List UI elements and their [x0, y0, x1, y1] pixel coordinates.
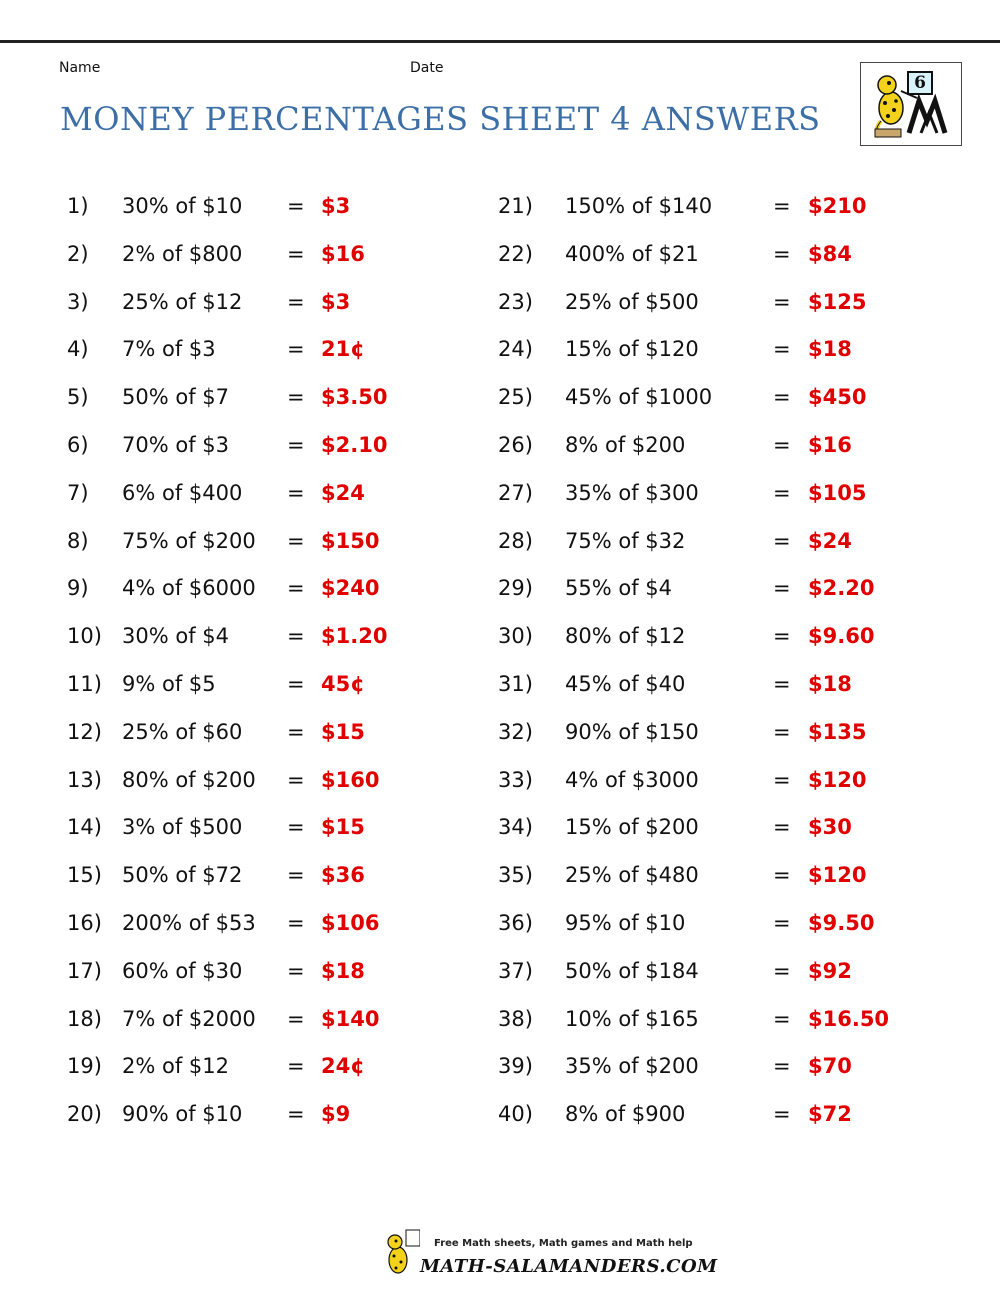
question-text: 25% of $500 — [565, 289, 699, 314]
answer-value: $18 — [808, 337, 852, 362]
question-number: 34) — [498, 815, 533, 840]
answer-value: $3 — [321, 289, 351, 314]
answer-value: $9.50 — [808, 910, 875, 935]
page-title: MONEY PERCENTAGES SHEET 4 ANSWERS — [60, 100, 821, 138]
answer-value: $2.10 — [321, 432, 388, 457]
question-number: 12) — [67, 719, 102, 744]
footer-logo — [380, 1226, 718, 1284]
answer-value: $140 — [321, 1006, 380, 1031]
question-text: 25% of $60 — [122, 719, 243, 744]
question-number: 35) — [498, 863, 533, 888]
equals-sign: = — [287, 910, 305, 935]
question-number: 13) — [67, 767, 102, 792]
question-number: 26) — [498, 432, 533, 457]
question-number: 25) — [498, 385, 533, 410]
question-text: 15% of $120 — [565, 337, 699, 362]
answer-value: $24 — [321, 480, 365, 505]
question-number: 39) — [498, 1054, 533, 1079]
equals-sign: = — [287, 719, 305, 744]
question-number: 30) — [498, 624, 533, 649]
question-text: 95% of $10 — [565, 910, 686, 935]
question-text: 35% of $300 — [565, 480, 699, 505]
question-text: 50% of $72 — [122, 863, 243, 888]
question-number: 4) — [67, 337, 89, 362]
name-label: Name — [59, 60, 101, 76]
question-number: 3) — [67, 289, 89, 314]
question-text: 90% of $10 — [122, 1102, 243, 1127]
equals-sign: = — [773, 194, 791, 218]
answer-value: $15 — [321, 815, 365, 840]
question-text: 75% of $200 — [122, 528, 256, 553]
question-number: 19) — [67, 1054, 102, 1079]
answer-value: $16 — [808, 432, 852, 457]
question-text: 10% of $165 — [565, 1006, 699, 1031]
question-text: 400% of $21 — [565, 241, 699, 266]
question-text: 80% of $12 — [565, 624, 686, 649]
equals-sign: = — [773, 432, 791, 457]
equals-sign: = — [287, 480, 305, 505]
question-number: 33) — [498, 767, 533, 792]
question-text: 50% of $7 — [122, 385, 229, 410]
equals-sign: = — [287, 432, 305, 457]
question-text: 7% of $2000 — [122, 1006, 256, 1031]
answer-value: $240 — [321, 576, 380, 601]
question-number: 29) — [498, 576, 533, 601]
equals-sign: = — [773, 385, 791, 410]
equals-sign: = — [287, 337, 305, 362]
equals-sign: = — [773, 767, 791, 792]
equals-sign: = — [287, 289, 305, 314]
equals-sign: = — [287, 528, 305, 553]
equals-sign: = — [773, 815, 791, 840]
question-number: 8) — [67, 528, 89, 553]
equals-sign: = — [773, 241, 791, 266]
answer-value: 24¢ — [321, 1054, 365, 1079]
grade-badge: 6 — [907, 71, 933, 95]
equals-sign: = — [773, 1102, 791, 1127]
question-text: 3% of $500 — [122, 815, 243, 840]
question-text: 75% of $32 — [565, 528, 686, 553]
question-number: 27) — [498, 480, 533, 505]
equals-sign: = — [773, 1054, 791, 1079]
answer-value: $160 — [321, 767, 380, 792]
question-text: 35% of $200 — [565, 1054, 699, 1079]
equals-sign: = — [773, 480, 791, 505]
question-number: 16) — [67, 910, 102, 935]
salamander-logo — [860, 62, 962, 146]
answer-value: $92 — [808, 958, 852, 983]
equals-sign: = — [773, 671, 791, 696]
question-text: 80% of $200 — [122, 767, 256, 792]
question-number: 24) — [498, 337, 533, 362]
question-text: 25% of $480 — [565, 863, 699, 888]
answer-value: $210 — [808, 194, 867, 218]
equals-sign: = — [773, 289, 791, 314]
equals-sign: = — [773, 719, 791, 744]
question-number: 38) — [498, 1006, 533, 1031]
question-text: 200% of $53 — [122, 910, 256, 935]
answer-value: 45¢ — [321, 671, 365, 696]
question-text: 55% of $4 — [565, 576, 672, 601]
question-text: 50% of $184 — [565, 958, 699, 983]
equals-sign: = — [287, 671, 305, 696]
question-text: 30% of $4 — [122, 624, 229, 649]
answer-value: $9 — [321, 1102, 351, 1127]
question-text: 7% of $3 — [122, 337, 216, 362]
answer-value: $16.50 — [808, 1006, 890, 1031]
question-text: 6% of $400 — [122, 480, 243, 505]
answer-value: $3 — [321, 194, 351, 218]
answer-value: $120 — [808, 863, 867, 888]
question-text: 45% of $40 — [565, 671, 686, 696]
question-number: 32) — [498, 719, 533, 744]
equals-sign: = — [287, 241, 305, 266]
answer-value: $9.60 — [808, 624, 875, 649]
equals-sign: = — [287, 624, 305, 649]
date-label: Date — [410, 60, 444, 76]
footer-site-name: MATH-SALAMANDERS.COM — [420, 1256, 718, 1277]
answer-value: $105 — [808, 480, 867, 505]
equals-sign: = — [773, 576, 791, 601]
answer-value: $16 — [321, 241, 365, 266]
equals-sign: = — [773, 910, 791, 935]
answer-value: $18 — [808, 671, 852, 696]
footer-tagline: Free Math sheets, Math games and Math help — [434, 1238, 693, 1249]
question-number: 14) — [67, 815, 102, 840]
question-number: 1) — [67, 194, 89, 218]
question-text: 60% of $30 — [122, 958, 243, 983]
question-number: 5) — [67, 385, 89, 410]
question-text: 4% of $6000 — [122, 576, 256, 601]
question-text: 15% of $200 — [565, 815, 699, 840]
equals-sign: = — [287, 1006, 305, 1031]
question-text: 45% of $1000 — [565, 385, 713, 410]
equals-sign: = — [773, 528, 791, 553]
question-number: 37) — [498, 958, 533, 983]
equals-sign: = — [773, 958, 791, 983]
answer-value: $30 — [808, 815, 852, 840]
equals-sign: = — [287, 385, 305, 410]
answer-value: $125 — [808, 289, 867, 314]
answer-value: $135 — [808, 719, 867, 744]
answer-value: $150 — [321, 528, 380, 553]
question-text: 2% of $800 — [122, 241, 243, 266]
question-number: 20) — [67, 1102, 102, 1127]
question-number: 2) — [67, 241, 89, 266]
question-number: 9) — [67, 576, 89, 601]
question-number: 40) — [498, 1102, 533, 1127]
answer-value: $1.20 — [321, 624, 388, 649]
question-text: 90% of $150 — [565, 719, 699, 744]
question-text: 70% of $3 — [122, 432, 229, 457]
question-number: 31) — [498, 671, 533, 696]
question-text: 8% of $900 — [565, 1102, 686, 1127]
answer-value: $36 — [321, 863, 365, 888]
equals-sign: = — [773, 863, 791, 888]
footer-salamander-icon — [380, 1226, 420, 1282]
answer-value: $450 — [808, 385, 867, 410]
question-number: 21) — [498, 194, 533, 218]
question-number: 28) — [498, 528, 533, 553]
answer-value: $2.20 — [808, 576, 875, 601]
answer-value: 21¢ — [321, 337, 365, 362]
answer-value: $84 — [808, 241, 852, 266]
question-text: 150% of $140 — [565, 194, 713, 218]
question-text: 2% of $12 — [122, 1054, 229, 1079]
equals-sign: = — [773, 624, 791, 649]
question-text: 25% of $12 — [122, 289, 243, 314]
equals-sign: = — [287, 815, 305, 840]
question-number: 11) — [67, 671, 102, 696]
question-number: 17) — [67, 958, 102, 983]
answer-value: $72 — [808, 1102, 852, 1127]
answer-value: $24 — [808, 528, 852, 553]
question-number: 10) — [67, 624, 102, 649]
answer-value: $70 — [808, 1054, 852, 1079]
question-number: 23) — [498, 289, 533, 314]
question-text: 4% of $3000 — [565, 767, 699, 792]
answer-value: $15 — [321, 719, 365, 744]
question-text: 30% of $10 — [122, 194, 243, 218]
equals-sign: = — [287, 958, 305, 983]
question-number: 18) — [67, 1006, 102, 1031]
question-number: 22) — [498, 241, 533, 266]
equals-sign: = — [287, 1054, 305, 1079]
answer-value: $18 — [321, 958, 365, 983]
equals-sign: = — [287, 194, 305, 218]
question-number: 6) — [67, 432, 89, 457]
header-rule — [0, 40, 1000, 43]
equals-sign: = — [773, 337, 791, 362]
question-text: 8% of $200 — [565, 432, 686, 457]
answer-value: $3.50 — [321, 385, 388, 410]
answer-value: $106 — [321, 910, 380, 935]
answer-value: $120 — [808, 767, 867, 792]
question-number: 36) — [498, 910, 533, 935]
equals-sign: = — [773, 1006, 791, 1031]
equals-sign: = — [287, 863, 305, 888]
question-text: 9% of $5 — [122, 671, 216, 696]
equals-sign: = — [287, 1102, 305, 1127]
question-number: 7) — [67, 480, 89, 505]
equals-sign: = — [287, 767, 305, 792]
equals-sign: = — [287, 576, 305, 601]
question-number: 15) — [67, 863, 102, 888]
